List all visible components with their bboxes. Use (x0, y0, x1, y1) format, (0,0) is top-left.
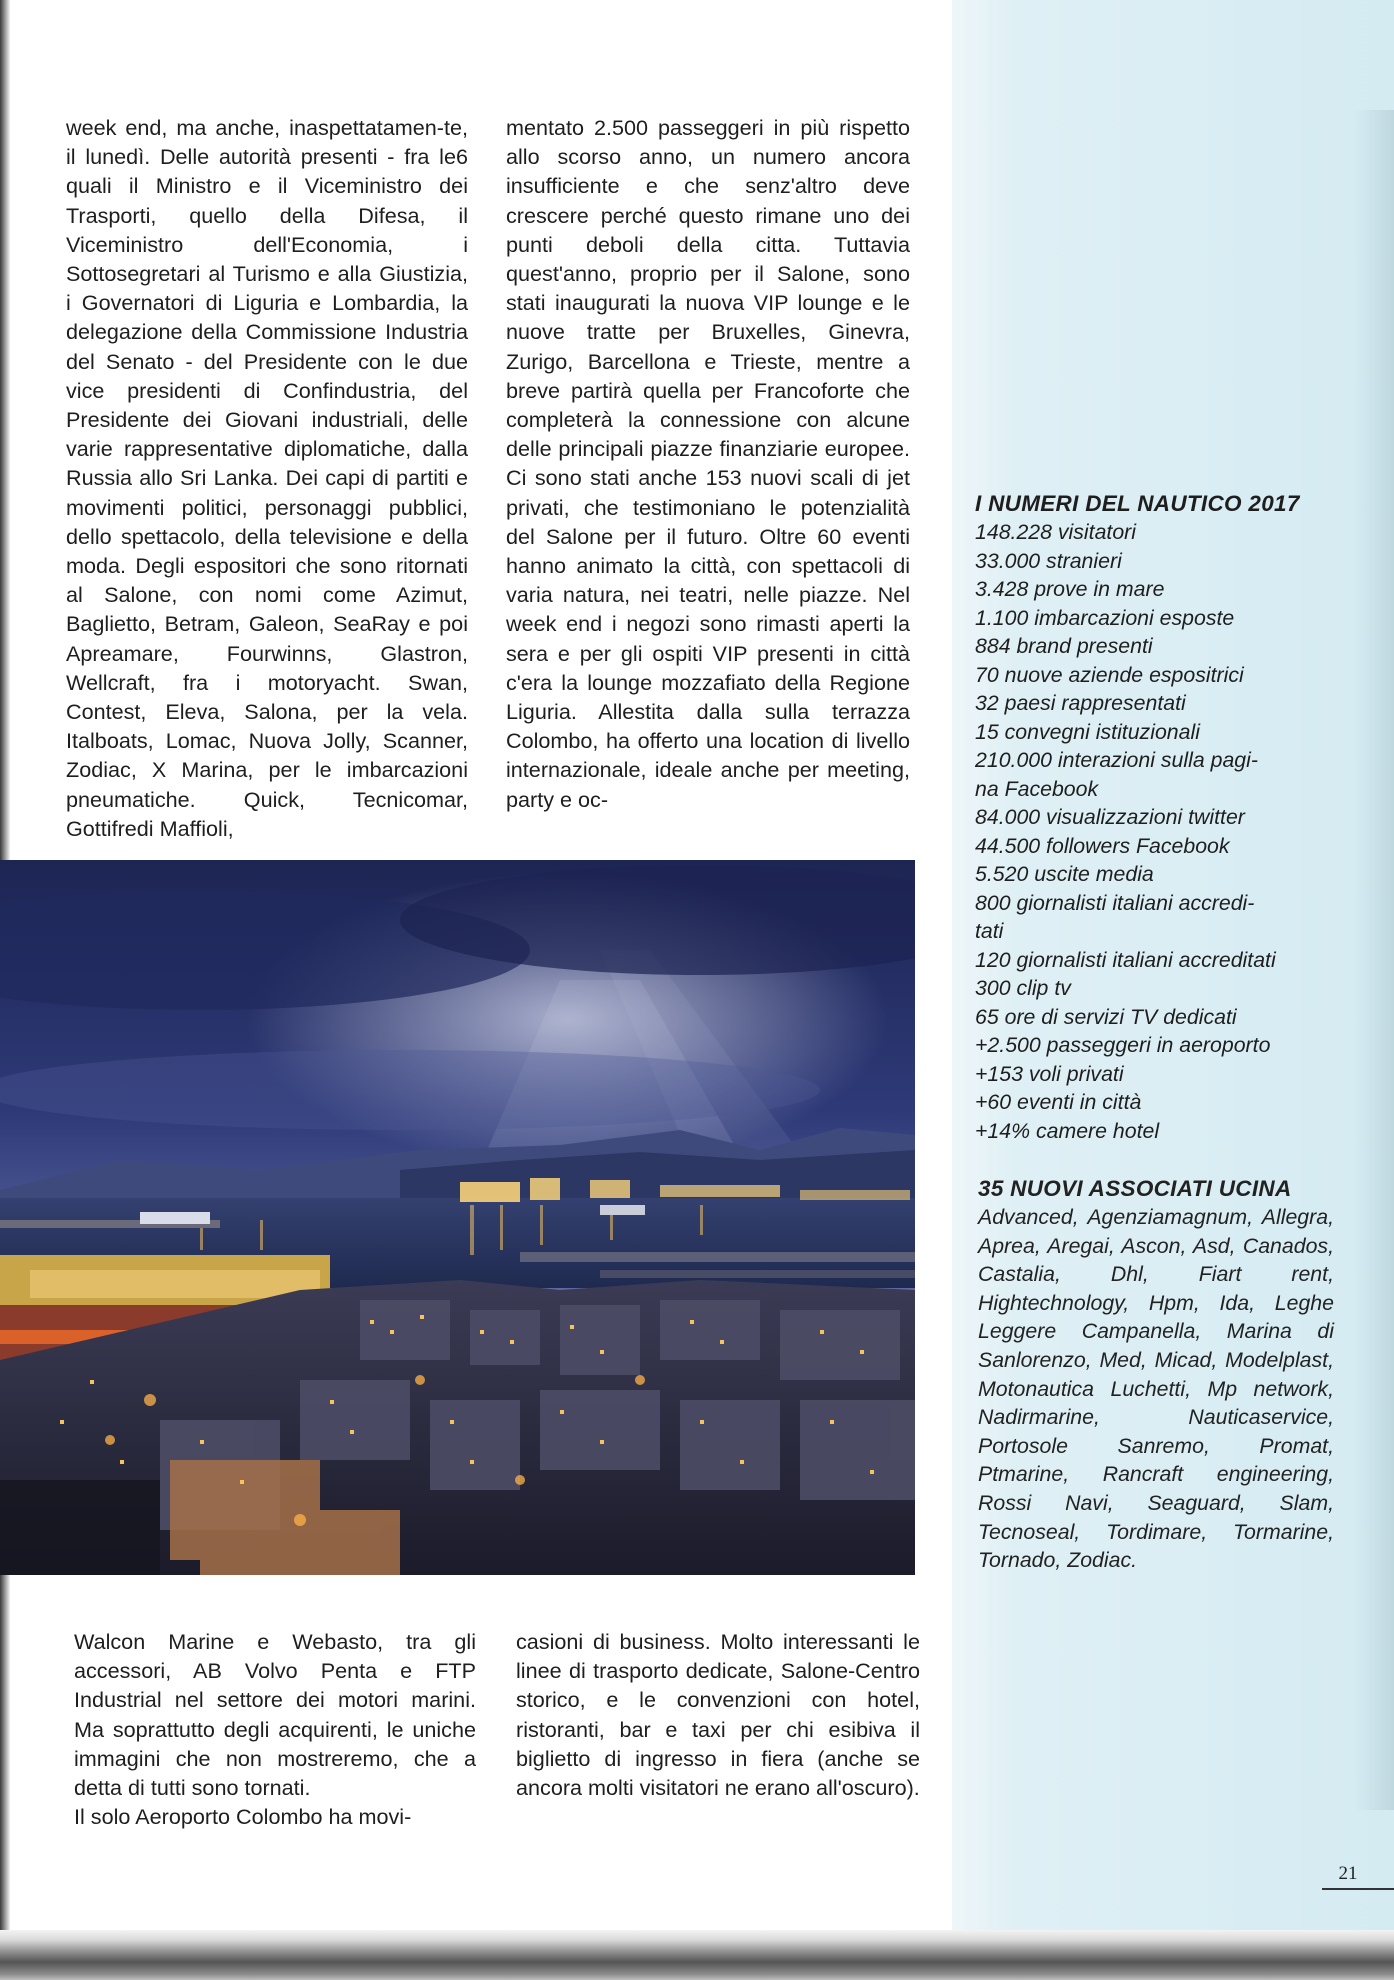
list-item: +60 eventi in città (975, 1090, 1142, 1114)
list-item: na Facebook (975, 776, 1099, 801)
list-item: +2.500 passeggeri in aeroporto (975, 1033, 1271, 1057)
page-number: 21 (1338, 1863, 1358, 1884)
list-item: +14% camere hotel (975, 1118, 1160, 1143)
list-item: 300 clip tv (975, 976, 1071, 1000)
list-item: +153 voli privati (975, 1061, 1124, 1086)
list-item: 44.500 followers Facebook (975, 833, 1230, 858)
list-item: 5.520 uscite media (975, 862, 1154, 886)
list-item: 84.000 visualizzazioni twitter (975, 805, 1245, 829)
list-item: 32 paesi rappresentati (975, 691, 1186, 715)
associates-list: Advanced, Agenziamagnum, Allegra, Aprea, Aregai, Ascon, Asd, Canados, Castalia, Dhl, Fiart rent, Hightechnology, Hpm, Ida, Leghe Leggere Campanella, Marina di Sanlorenzo, Med, Micad, Modelplast, Motonautica Luchetti, Mp network, Nadirmarine, Nauticaservice, Portosole Sanremo, Promat, Ptmarine, Rancraft engineering, Rossi Navi, Seaguard, Slam, Tecnoseal, Tordimare, Tormarine, Tornado, Zodiac. (978, 1205, 1334, 1573)
list-item: 148.228 visitatori (975, 520, 1137, 544)
article-column-2-continued (516, 1627, 920, 1802)
list-item: 210.000 interazioni sulla pagi- (975, 748, 1258, 772)
list-item: 120 giornalisti italiani accreditati (975, 947, 1276, 972)
list-item: 65 ore di servizi TV dedicati (975, 1004, 1237, 1029)
article-column-2 (506, 113, 910, 814)
numbers-title: I NUMERI DEL NAUTICO 2017 (975, 491, 1300, 516)
article-column-1-continued (74, 1627, 476, 1831)
sidebar-edge-shade (1355, 110, 1394, 1810)
page-number-rule (1322, 1888, 1394, 1890)
list-item: 15 convegni istituzionali (975, 719, 1200, 744)
associates-title: 35 NUOVI ASSOCIATI UCINA (978, 1176, 1292, 1201)
article-paragraph: week end, ma anche, inaspettatamen-te, il lunedì. Delle autorità presenti - fra le6 quali il Ministro e il Viceministro dei Trasporti, quello della Difesa, il Viceministro dell'Economia, i Sottosegretari al Turismo e alla Giustizia, i Governatori di Liguria e Lombardia, la delegazione della Commissione Industria del Senato - del Presidente con le due vice presidenti di Confindustria, del Presidente dei Giovani industriali, delle varie rappresentative diplomatiche, dalla Russia allo Sri Lanka. Dei capi di partiti e movimenti politici, personaggi pubblici, dello spettacolo, della televisione e della moda. Degli espositori che sono ritornati al Salone, con nomi come Azimut, Baglietto, Betram, Galeon, SeaRay e poi Apreamare, Fourwinns, Glastron, Wellcraft, fra i motoryacht. Swan, Contest, Eleva, Salona, per la vela. Italboats, Lomac, Nuova Jolly, Scanner, Zodiac, X Marina, per le imbarcazioni pneumatiche. Quick, Tecnicomar, Gottifredi Maffioli, (66, 115, 468, 841)
associates-box (978, 1175, 1334, 1575)
genoa-night-photo (0, 860, 915, 1575)
list-item: tati (975, 919, 1004, 943)
list-item: 1.100 imbarcazioni esposte (975, 605, 1235, 630)
article-paragraph: Il solo Aeroporto Colombo ha movi- (74, 1804, 412, 1830)
list-item: 3.428 prove in mare (975, 577, 1165, 601)
numbers-list (975, 518, 1335, 1145)
article-paragraph: mentato 2.500 passeggeri in più rispetto allo scorso anno, un numero ancora insufficiente e che senz'altro deve crescere perché questo rimane uno dei punti deboli della citta. Tuttavia quest'anno, proprio per il Salone, sono stati inaugurati la nuova VIP lounge e le nuove tratte per Bruxelles, Ginevra, Zurigo, Barcellona e Trieste, mentre a breve partirà quella per Francoforte che completerà la connessione con alcune delle principali piazze finanziarie europee. Ci sono stati anche 153 nuovi scali di jet privati, che testimoniano le potenzialità del Salone per il futuro. Oltre 60 eventi hanno animato la città, con spettacoli di varia natura, nei teatri, nelle piazze. Nel week end i negozi sono rimasti aperti la sera e per gli ospiti VIP presenti in città c'era la lounge mozzafiato della Regione Liguria. Allestita dalla sulla terrazza Colombo, ha offerto una location di livello internazionale, ideale anche per meeting, party e oc- (506, 115, 910, 812)
list-item: 33.000 stranieri (975, 548, 1122, 573)
article-paragraph: Walcon Marine e Webasto, tra gli accessori, AB Volvo Penta e FTP Industrial nel settore dei motori marini. Ma soprattutto degli acquirenti, le uniche immagini che non mostreremo, che a detta di tutti sono tornati. (74, 1629, 476, 1801)
list-item: 70 nuove aziende espositrici (975, 662, 1244, 687)
article-paragraph: casioni di business. Molto interessanti le linee di trasporto dedicate, Salone-Centro storico, e le convenzioni con hotel, ristoranti, bar e taxi per chi esibiva il biglietto di ingresso in fiera (anche se ancora molti visitatori ne erano all'oscuro). (516, 1629, 920, 1801)
list-item: 800 giornalisti italiani accredi- (975, 890, 1255, 915)
scan-bottom-edge (0, 1930, 1394, 1980)
numbers-box (975, 490, 1335, 1145)
article-column-1 (66, 113, 468, 843)
list-item: 884 brand presenti (975, 634, 1153, 658)
